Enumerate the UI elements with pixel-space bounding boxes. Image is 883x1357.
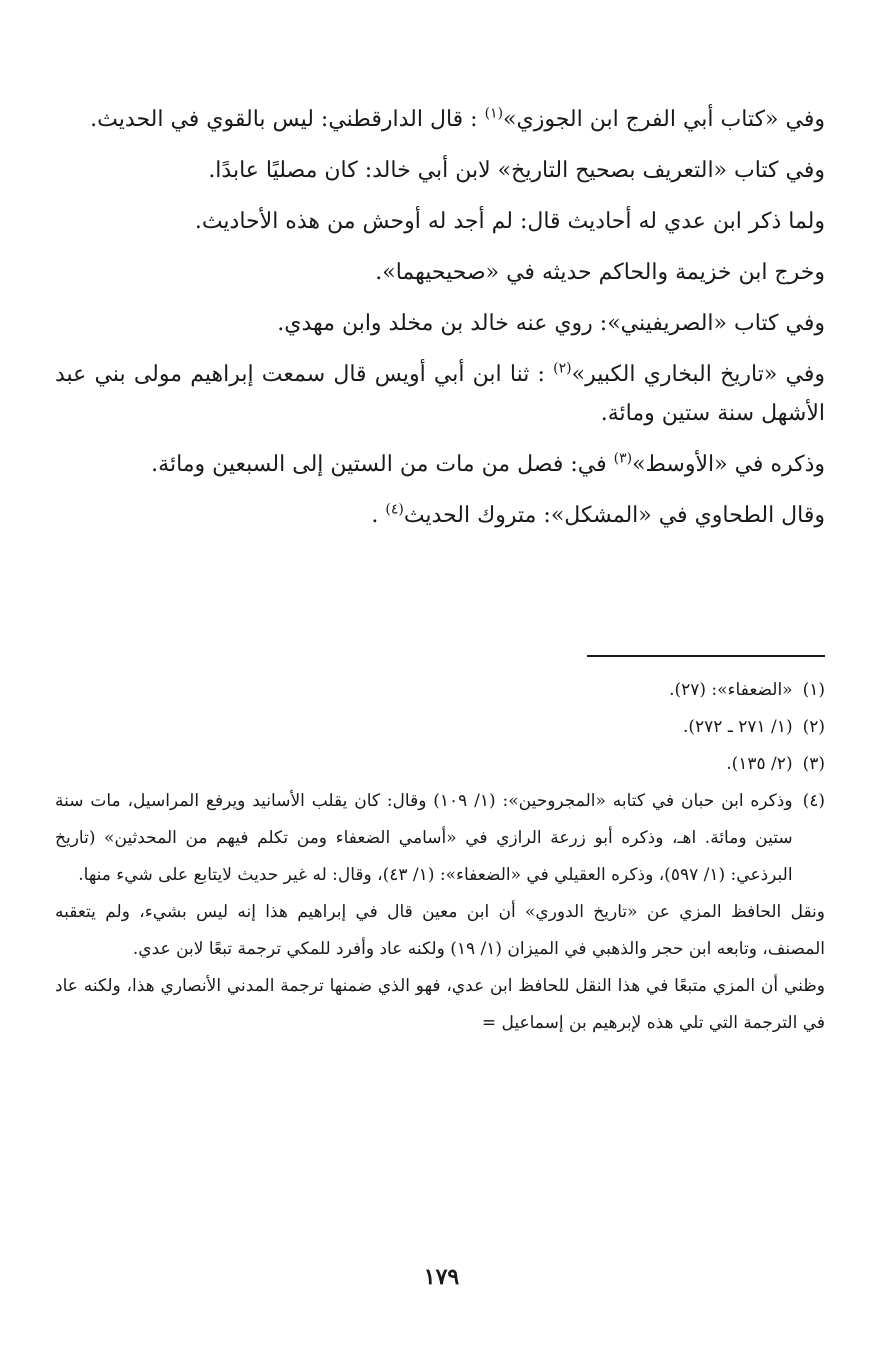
footnote-number: (٢) — [802, 717, 825, 737]
footnote-ref-4: (٤) — [385, 501, 404, 518]
paragraph-4: وخرج ابن خزيمة والحاكم حديثه في «صحيحيهما». — [375, 260, 825, 285]
paragraph-3: ولما ذكر ابن عدي له أحاديث قال: لم أجد له أوحش من هذه الأحاديث. — [194, 209, 825, 234]
paragraph-1 — [55, 100, 825, 139]
footnote-3 — [55, 746, 825, 783]
paragraph-1-rest: : قال الدارقطني: ليس بالقوي في الحديث. — [90, 107, 485, 132]
paragraph-8 — [55, 496, 825, 535]
footnote-1 — [55, 672, 825, 709]
footnote-separator — [587, 655, 825, 657]
footnote-ref-3: (٣) — [613, 450, 633, 467]
footnote-number: (٤) — [802, 791, 825, 811]
footnote-text: «الضعفاء»: (٢٧). — [669, 680, 793, 700]
footnote-text: (٢/ ١٣٥). — [726, 754, 793, 774]
footnote-ref-2: (٢) — [553, 360, 572, 377]
footnote-continuation-2: وظني أن المزي متبعًا في هذا النقل للحافظ ابن عدي، فهو الذي ضمنها ترجمة المدني الأنصاري هذا، ولكنه عاد في الترجمة التي تلي هذه لإبرهيم بن إسماعيل = — [55, 976, 825, 1033]
main-text — [55, 100, 825, 547]
paragraph-6-text: وفي «تاريخ البخاري الكبير» — [571, 362, 825, 387]
footnote-number: (١) — [802, 680, 825, 700]
paragraph-7-text: وذكره في «الأوسط» — [632, 452, 825, 477]
footnotes — [55, 672, 825, 1042]
paragraph-2: وفي كتاب «التعريف بصحيح التاريخ» لابن أبي خالد: كان مصليًا عابدًا. — [208, 158, 825, 183]
paragraph-8-rest: . — [371, 503, 386, 528]
footnote-continuation-1: ونقل الحافظ المزي عن «تاريخ الدوري» أن ابن معين قال في إبراهيم هذا إنه ليس بشيء، ولم يتعقبه المصنف، وتابعه ابن حجر والذهبي في الميزان (١/ ١٩) ولكنه عاد وأفرد للمكي ترجمة تبعًا لابن عدي. — [55, 902, 825, 959]
footnote-number: (٣) — [802, 754, 825, 774]
footnote-ref-1: (١) — [484, 105, 504, 122]
footnote-text: (١/ ٢٧١ ـ ٢٧٢). — [683, 717, 793, 737]
paragraph-6 — [55, 355, 825, 433]
paragraph-7-rest: في: فصل من مات من الستين إلى السبعين ومائة. — [151, 452, 614, 477]
paragraph-1-text: وفي «كتاب أبي الفرج ابن الجوزي» — [503, 107, 825, 132]
footnote-2 — [55, 709, 825, 746]
paragraph-6-rest: : ثنا ابن أبي أويس قال سمعت إبراهيم مولى بني عبد الأشهل سنة ستين ومائة. — [55, 362, 825, 426]
paragraph-7 — [55, 445, 825, 484]
footnote-4 — [55, 783, 825, 894]
page-number: ١٧٩ — [423, 1264, 460, 1290]
footnote-text: وذكره ابن حبان في كتابه «المجروحين»: (١/ ١٠٩) وقال: كان يقلب الأسانيد ويرفع المراسيل، مات سنة ستين ومائة. اهـ، وذكره أبو زرعة الرازي في «أسامي الضعفاء ومن تكلم فيهم من المحدثين» (تاريخ البرذعي: (١/ ٥٩٧)، وذكره العقيلي في «الضعفاء»: (١/ ٤٣)، وقال: له غير حديث لايتابع على شيء منها. — [55, 791, 793, 885]
paragraph-8-text: وقال الطحاوي في «المشكل»: متروك الحديث — [403, 503, 825, 528]
paragraph-5: وفي كتاب «الصريفيني»: روي عنه خالد بن مخلد وابن مهدي. — [277, 311, 825, 336]
